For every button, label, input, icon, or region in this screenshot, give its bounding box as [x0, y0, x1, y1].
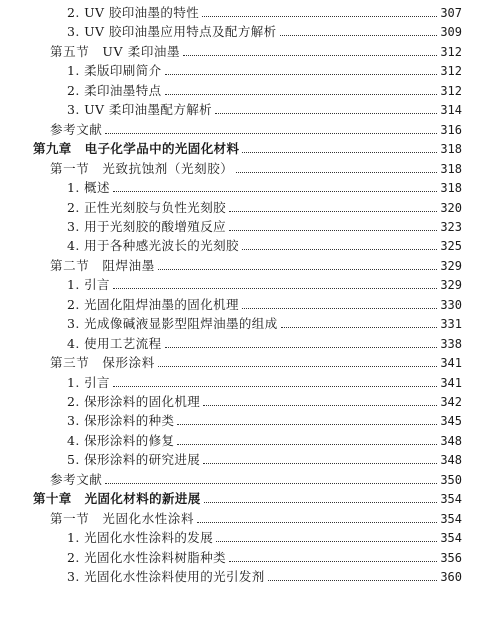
toc-page-number: 338	[440, 336, 462, 351]
toc-page-number: 348	[440, 433, 462, 448]
toc-entry-title: 第十章 光固化材料的新进展	[33, 491, 201, 507]
toc-entry-title: 2. 光固化水性涂料树脂种类	[67, 549, 227, 565]
toc-entry-title: 1. 引言	[67, 277, 110, 293]
toc-page-number: 350	[440, 472, 462, 487]
dot-leader	[229, 560, 437, 562]
toc-page-number: 329	[440, 258, 462, 273]
dot-leader	[281, 326, 438, 328]
toc-entry-chapter[interactable]	[33, 489, 462, 509]
toc-page-number: 342	[440, 395, 462, 409]
toc-page-number: 318	[440, 142, 462, 157]
toc-entry-title: 4. 保形涂料的修复	[67, 432, 175, 448]
dot-leader	[236, 171, 437, 173]
toc-page-number: 348	[440, 453, 462, 468]
toc-entry-title: 3. 保形涂料的种类	[67, 413, 175, 429]
toc-entry-title: 1. 概述	[67, 180, 110, 196]
toc-entry-item[interactable]	[67, 411, 462, 431]
toc-page-number: 307	[440, 6, 462, 20]
toc-entry-title: 1. 光固化水性涂料的发展	[67, 530, 214, 546]
toc-entry-item[interactable]	[67, 373, 462, 393]
dot-leader	[177, 443, 437, 445]
toc-entry-title: 2. 保形涂料的固化机理	[67, 394, 201, 409]
toc-entry-section[interactable]	[50, 256, 462, 276]
toc-entry-item[interactable]	[67, 295, 462, 315]
toc-entry-section[interactable]	[50, 159, 462, 179]
toc-page-number: 312	[440, 44, 462, 59]
dot-leader	[113, 385, 437, 387]
toc-entry-title: 1. 柔版印刷简介	[67, 63, 162, 79]
toc-page-number: 318	[440, 161, 462, 176]
toc-page-number: 345	[440, 414, 462, 429]
toc-page-number: 331	[440, 317, 462, 332]
toc-entry-title: 第一节 光致抗蚀剂（光刻胶）	[50, 160, 234, 176]
toc-page-number: 325	[440, 239, 462, 254]
dot-leader	[280, 34, 438, 36]
dot-leader	[105, 482, 437, 484]
dot-leader	[183, 54, 437, 56]
dot-leader	[165, 73, 438, 75]
toc-entry-title: 3. UV 胶印油墨应用特点及配方解析	[67, 24, 277, 40]
toc-entry-title: 3. 光成像碱液显影型阻焊油墨的组成	[67, 316, 278, 332]
dot-leader	[215, 112, 437, 114]
toc-page-number: 354	[440, 511, 462, 526]
toc-page-number: 316	[440, 122, 462, 137]
toc-entry-item[interactable]	[67, 198, 462, 218]
toc-entry-title: 2. 光固化阻焊油墨的固化机理	[67, 296, 239, 312]
toc-entry-refs[interactable]	[50, 120, 462, 140]
dot-leader	[204, 501, 438, 503]
toc-entry-title: 参考文献	[50, 471, 103, 487]
dot-leader	[165, 93, 438, 95]
toc-entry-title: 4. 使用工艺流程	[67, 335, 162, 351]
toc-entry-title: 4. 用于各种感光波长的光刻胶	[67, 238, 239, 254]
toc-entry-section[interactable]	[50, 42, 462, 62]
toc-entry-item[interactable]	[67, 236, 462, 256]
toc-entry-item[interactable]	[67, 548, 462, 568]
toc-entry-item[interactable]	[67, 22, 462, 42]
toc-page-number: 341	[440, 356, 462, 371]
toc-entry-title: 第二节 阻焊油墨	[50, 257, 155, 273]
toc-entry-item[interactable]	[67, 528, 462, 548]
toc-page-number: 318	[440, 181, 462, 196]
dot-leader	[113, 190, 437, 192]
toc-entry-title: 3. 用于光刻胶的酸增殖反应	[67, 218, 227, 234]
toc-page-number: 330	[440, 297, 462, 312]
toc-entry-item[interactable]	[67, 61, 462, 81]
dot-leader	[203, 404, 437, 406]
toc-entry-item[interactable]	[67, 3, 462, 23]
toc-page-number: 320	[440, 200, 462, 215]
dot-leader	[202, 15, 437, 17]
toc-entry-item[interactable]	[67, 81, 462, 101]
toc-entry-title: 5. 保形涂料的研究进展	[67, 452, 201, 468]
toc-entry-item[interactable]	[67, 217, 462, 237]
dot-leader	[216, 540, 437, 542]
toc-entry-item[interactable]	[67, 450, 462, 470]
toc-page-number: 323	[440, 219, 462, 234]
toc-entry-title: 1. 引言	[67, 374, 110, 390]
toc-entry-title: 第五节 UV 柔印油墨	[50, 43, 181, 59]
toc-page-number: 329	[440, 278, 462, 293]
dot-leader	[197, 521, 437, 523]
toc-page-number: 312	[440, 83, 462, 98]
toc-entry-item[interactable]	[67, 100, 462, 120]
toc-page-number: 354	[440, 492, 462, 507]
dot-leader	[158, 365, 438, 367]
dot-leader	[268, 579, 438, 581]
dot-leader	[158, 268, 438, 270]
toc-entry-title: 3. 光固化水性涂料使用的光引发剂	[67, 569, 265, 585]
dot-leader	[165, 346, 438, 348]
toc-entry-title: 第三节 保形涂料	[50, 355, 155, 371]
toc-page-number: 314	[440, 103, 462, 118]
dot-leader	[242, 151, 437, 153]
toc-page-number: 312	[440, 64, 462, 79]
toc-entry-section[interactable]	[50, 353, 462, 373]
toc-page-number: 360	[440, 570, 462, 585]
toc-entry-item[interactable]	[67, 314, 462, 334]
toc-entry-title: 2. UV 胶印油墨的特性	[67, 5, 200, 20]
dot-leader	[113, 287, 437, 289]
toc-entry-item[interactable]	[67, 431, 462, 451]
dot-leader	[242, 248, 437, 250]
dot-leader	[177, 423, 437, 425]
dot-leader	[203, 462, 437, 464]
toc-entry-item[interactable]	[67, 275, 462, 295]
dot-leader	[105, 132, 437, 134]
toc-entry-title: 第一节 光固化水性涂料	[50, 510, 195, 526]
toc-entry-title: 第九章 电子化学品中的光固化材料	[33, 141, 240, 157]
toc-entry-title: 2. 正性光刻胶与负性光刻胶	[67, 199, 227, 215]
toc-page-number: 309	[440, 25, 462, 40]
toc-entry-refs[interactable]	[50, 470, 462, 490]
dot-leader	[229, 229, 437, 231]
toc-page-number: 341	[440, 375, 462, 390]
dot-leader	[229, 210, 437, 212]
toc-entry-chapter[interactable]	[33, 139, 462, 159]
toc-page-number: 354	[440, 531, 462, 546]
toc-page-number: 356	[440, 550, 462, 565]
toc-entry-item[interactable]	[67, 334, 462, 354]
toc-entry-title: 2. 柔印油墨特点	[67, 82, 162, 98]
toc-entry-item[interactable]	[67, 178, 462, 198]
toc-entry-title: 参考文献	[50, 121, 103, 137]
toc-entry-title: 3. UV 柔印油墨配方解析	[67, 102, 213, 118]
toc-entry-section[interactable]	[50, 509, 462, 529]
toc-entry-item[interactable]	[67, 392, 462, 412]
toc-entry-item[interactable]	[67, 567, 462, 587]
dot-leader	[242, 307, 437, 309]
